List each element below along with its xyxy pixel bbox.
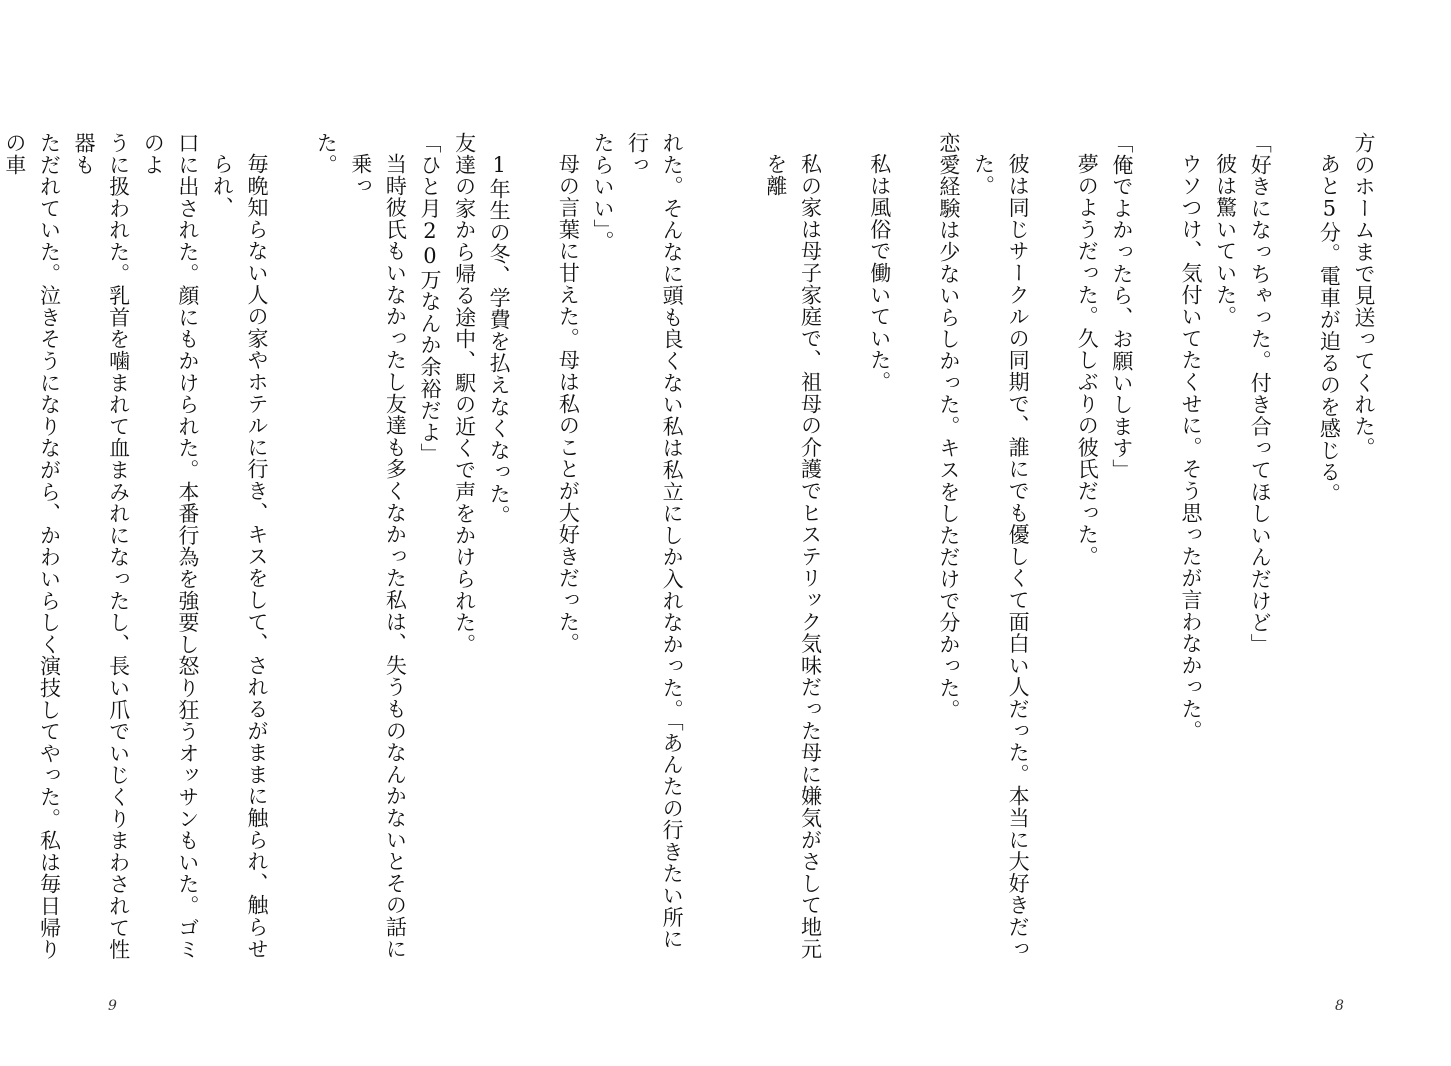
blank-line: [724, 132, 759, 962]
blank-line: [1035, 132, 1070, 962]
text-line: れた。そんなに頭も良くない私は私立にしか入れなかった。「あんたの行きたい所に行っ: [625, 132, 685, 950]
text-line: 1年生の冬、学費を払えなくなった。: [487, 153, 512, 527]
text-line: 彼は同じサークルの同期で、誰にでも優しくて面白い人だった。本当に大好きだった。: [971, 153, 1031, 960]
text-line: たらいい」。: [590, 132, 615, 253]
text-line: 私の家は母子家庭で、祖母の介護でヒステリック気味だった母に嫌気がさして地元を離: [763, 153, 823, 960]
blank-line: [828, 132, 863, 962]
text-line: 毎晩知らない人の家やホテルに行き、キスをして、されるがままに触られ、触らせられ、: [210, 153, 269, 960]
text-line: 友達の家から帰る途中、駅の近くで声をかけられた。: [452, 132, 477, 656]
blank-line: [516, 132, 551, 962]
text-line: た。: [314, 132, 339, 176]
text-line: 恋愛経験は少ないらしかった。キスをしただけで分かった。: [936, 132, 961, 721]
blank-line: [689, 132, 724, 962]
text-line: ウソつけ、気付いてたくせに。そう思ったが言わなかった。: [1179, 153, 1204, 742]
text-line: 「好きになっちゃった。付き合ってほしいんだけど」: [1248, 132, 1273, 656]
text-line: 口に出された。顔にもかけられた。本番行為を強要し怒り狂うオッサンもいた。ゴミのよ: [141, 132, 200, 961]
text-line: 方のホームまで見送ってくれた。: [1352, 132, 1376, 459]
text-line: 母の言葉に甘えた。母は私のことが大好きだった。: [556, 153, 581, 655]
blank-line: [274, 132, 309, 962]
blank-line: [1277, 132, 1312, 962]
text-line: 「ひと月20万なんか余裕だよ」: [417, 132, 442, 465]
text-line: 彼は驚いていた。: [1213, 153, 1238, 328]
text-line: 「俺でよかったら、お願いします」: [1109, 132, 1134, 481]
vertical-text-body: [2, 132, 1381, 962]
text-line: あと5分。電車が迫るのを感じる。: [1317, 153, 1342, 505]
text-line: 夢のようだった。久しぶりの彼氏だった。: [1075, 153, 1100, 568]
text-line: うに扱われた。乳首を噛まれて血まみれになったし、長い爪でいじくりまわされて性器も: [72, 132, 131, 961]
text-line: ただれていた。泣きそうになりながら、かわいらしく演技してやった。私は毎日帰りの車: [2, 132, 62, 961]
page-number-right: 8: [1335, 998, 1344, 1014]
blank-line: [1139, 132, 1174, 962]
page-number-left: 9: [108, 998, 117, 1014]
blank-line: [897, 132, 932, 962]
text-line: 私は風俗で働いていた。: [867, 153, 892, 393]
text-line: 当時彼氏もいなかったし友達も多くなかった私は、失うものなんかないとその話に乗っ: [348, 153, 408, 960]
